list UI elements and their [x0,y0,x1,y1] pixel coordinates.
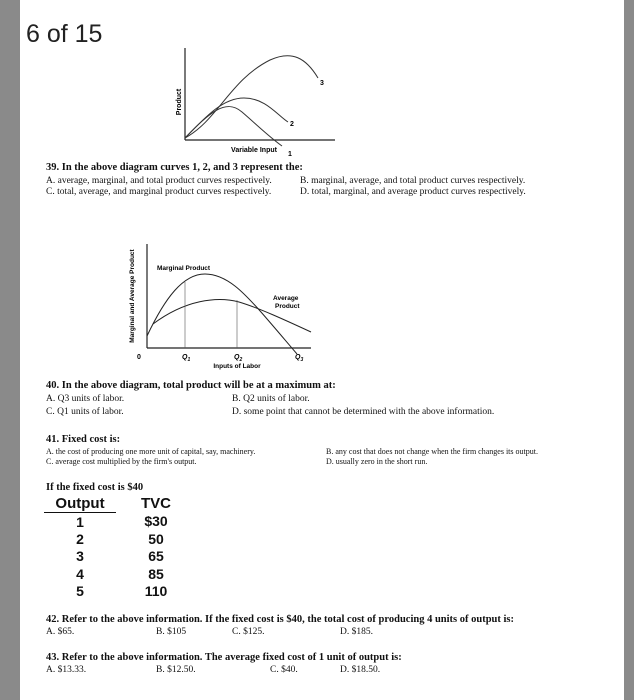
q39-option-d[interactable]: D. total, marginal, and average product curves respectively. [300,187,526,197]
q41-option-c[interactable]: C. average cost multiplied by the firm's output. [46,457,197,466]
q43-option-b[interactable]: B. $12.50. [156,665,196,675]
q41-option-a[interactable]: A. the cost of producing one more unit of capital, say, machinery. [46,447,256,456]
marginal-average-product-diagram [125,238,325,373]
column-header-output: Output [44,494,116,513]
q40-option-a[interactable]: A. Q3 units of labor. [46,394,125,404]
q42-option-a[interactable]: A. $65. [46,627,75,637]
x-axis-label: Variable Input [231,147,277,154]
q39-option-c[interactable]: C. total, average, and marginal product curves respectively. [46,187,272,197]
q41-option-b[interactable]: B. any cost that does not change when the firm changes its output. [326,447,538,456]
table-row: 5 110 [76,583,168,600]
curve-label-1: 1 [288,151,292,158]
q42-option-b[interactable]: B. $105 [156,627,187,637]
table-row: 3 65 [76,548,164,565]
page-counter: 6 of 15 [26,20,103,48]
product-curves-diagram [170,40,350,160]
q43-stem: 43. Refer to the above information. The average fixed cost of 1 unit of output is: [46,652,402,663]
x-axis-label: Inputs of Labor [213,363,261,370]
column-header-tvc: TVC [141,494,171,512]
table-row: 1 $30 [76,513,168,530]
q42-option-c[interactable]: C. $125. [232,627,265,637]
average-product-label-line1: Average [273,295,299,302]
q3-label: $Q_3$ [295,354,304,363]
q39-option-a[interactable]: A. average, marginal, and total product curves respectively. [46,176,272,186]
table-caption: If the fixed cost is $40 [46,482,144,493]
q40-option-c[interactable]: C. Q1 units of labor. [46,407,124,417]
q41-option-d[interactable]: D. usually zero in the short run. [326,457,428,466]
marginal-product-curve [147,274,297,354]
average-product-label-line2: Product [275,303,300,310]
curve-2-average [185,98,288,138]
table-row: 2 50 [76,531,164,548]
table-row: 4 85 [76,565,164,582]
q39-option-b[interactable]: B. marginal, average, and total product curves respectively. [300,176,526,186]
q42-stem: 42. Refer to the above information. If the fixed cost is $40, the total cost of producing 4 units of output is: [46,614,515,625]
q40-stem: 40. In the above diagram, total product will be at a maximum at: [46,380,336,391]
origin-label: 0 [137,354,141,361]
curve-label-2: 2 [290,121,294,128]
q42-option-d[interactable]: D. $185. [340,627,373,637]
q43-option-d[interactable]: D. $18.50. [340,665,381,675]
tvc-table [44,494,196,600]
q41-stem: 41. Fixed cost is: [46,434,121,445]
curve-label-3: 3 [320,80,324,87]
q43-option-a[interactable]: A. $13.33. [46,665,87,675]
curve-3-total [185,56,318,138]
y-axis-label: Product [176,88,183,116]
marginal-product-label: Marginal Product [157,265,211,272]
q40-option-d[interactable]: D. some point that cannot be determined with the above information. [232,407,495,417]
q2-label: $Q_2$ [234,354,243,363]
y-axis-label: Marginal and Average Product [129,249,136,343]
q43-option-c[interactable]: C. $40. [270,665,298,675]
q1-label: $Q_1$ [182,354,191,363]
q39-stem: 39. In the above diagram curves 1, 2, and 3 represent the: [46,162,303,173]
q40-option-b[interactable]: B. Q2 units of labor. [232,394,310,404]
